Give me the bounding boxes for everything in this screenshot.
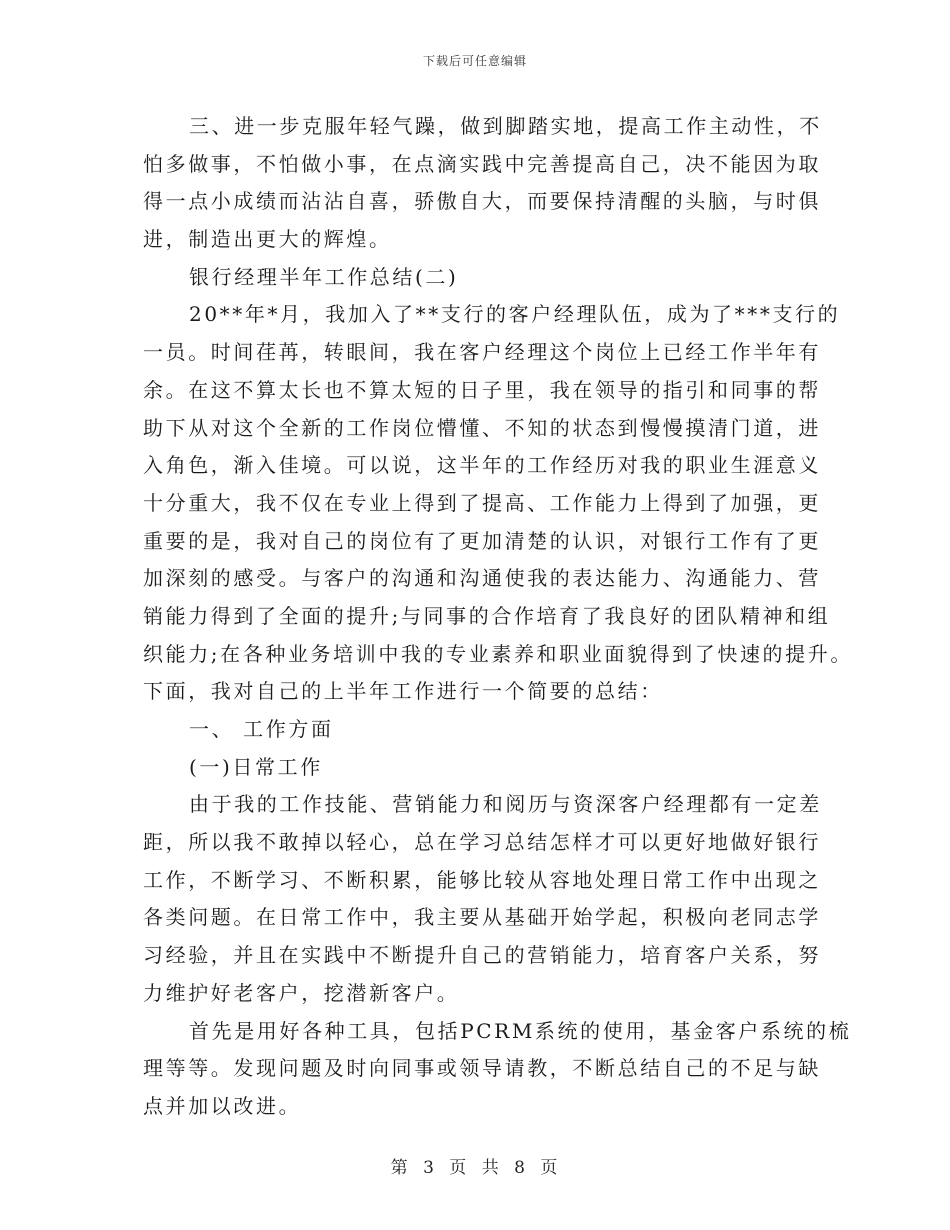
footer-suffix: 页: [540, 1158, 560, 1178]
footer-prefix: 第: [390, 1158, 410, 1178]
text-line: 加深刻的感受。与客户的沟通和沟通使我的表达能力、沟通能力、营: [143, 566, 821, 591]
text-line: 销能力得到了全面的提升;与同事的合作培育了我良好的团队精神和组: [143, 603, 831, 628]
text-line: 距，所以我不敢掉以轻心，总在学习总结怎样才可以更好地做好银行: [143, 830, 821, 855]
text-line: 三、进一步克服年轻气躁，做到脚踏实地，提高工作主动性，不: [189, 114, 822, 138]
document-body: [143, 108, 853, 1126]
text-line: 织能力;在各种业务培训中我的专业素养和职业面貌得到了快速的提升。: [143, 641, 853, 666]
text-line: 助下从对这个全新的工作岗位懵懂、不知的状态到慢慢摸清门道，进: [143, 415, 821, 440]
section-heading: 一、 工作方面: [189, 717, 334, 741]
text-line: 得一点小成绩而沾沾自喜，骄傲自大，而要保持清醒的头脑，与时俱: [143, 189, 821, 214]
text-line: 怕多做事，不怕做小事，在点滴实践中完善提高自己，决不能因为取: [143, 151, 821, 176]
footer-page-label: 页: [449, 1158, 469, 1178]
text-line: 首先是用好各种工具，包括PCRM系统的使用，基金客户系统的梳: [189, 1018, 852, 1043]
text-line: 下面，我对自己的上半年工作进行一个简要的总结：: [143, 679, 663, 704]
text-line: 由于我的工作技能、营销能力和阅历与资深客户经理都有一定差: [189, 792, 822, 817]
text-line: 理等等。发现问题及时向同事或领导请教，不断总结自己的不足与缺: [143, 1056, 821, 1081]
text-line: 各类问题。在日常工作中，我主要从基础开始学起，积极向老同志学: [143, 905, 821, 930]
text-line: 入角色，渐入佳境。可以说，这半年的工作经历对我的职业生涯意义: [143, 453, 821, 478]
total-page-number: 8: [514, 1158, 527, 1178]
page-header-note: 下载后可任意编辑: [422, 54, 527, 68]
text-line: 20**年*月，我加入了**支行的客户经理队伍，成为了***支行的: [189, 302, 841, 327]
text-line: 重要的是，我对自己的岗位有了更加清楚的认识，对银行工作有了更: [143, 528, 821, 553]
footer-total-prefix: 共: [481, 1158, 501, 1178]
page-footer: [0, 1153, 950, 1178]
text-line: 十分重大，我不仅在专业上得到了提高、工作能力上得到了加强，更: [143, 490, 821, 515]
text-line: 点并加以改进。: [143, 1093, 302, 1118]
text-line: 习经验，并且在实践中不断提升自己的营销能力，培育客户关系，努: [143, 943, 821, 968]
text-line: 余。在这不算太长也不算太短的日子里，我在领导的指引和同事的帮: [143, 377, 821, 402]
text-line: 进，制造出更大的辉煌。: [143, 227, 392, 252]
section-title: 银行经理半年工作总结(二): [189, 264, 459, 289]
subsection-heading: (一)日常工作: [189, 754, 323, 779]
text-line: 工作，不断学习、不断积累，能够比较从容地处理日常工作中出现之: [143, 867, 821, 892]
text-line: 一员。时间荏苒，转眼间，我在客户经理这个岗位上已经工作半年有: [143, 340, 821, 365]
current-page-number: 3: [423, 1158, 436, 1178]
text-line: 力维护好老客户，挖潜新客户。: [143, 980, 460, 1005]
